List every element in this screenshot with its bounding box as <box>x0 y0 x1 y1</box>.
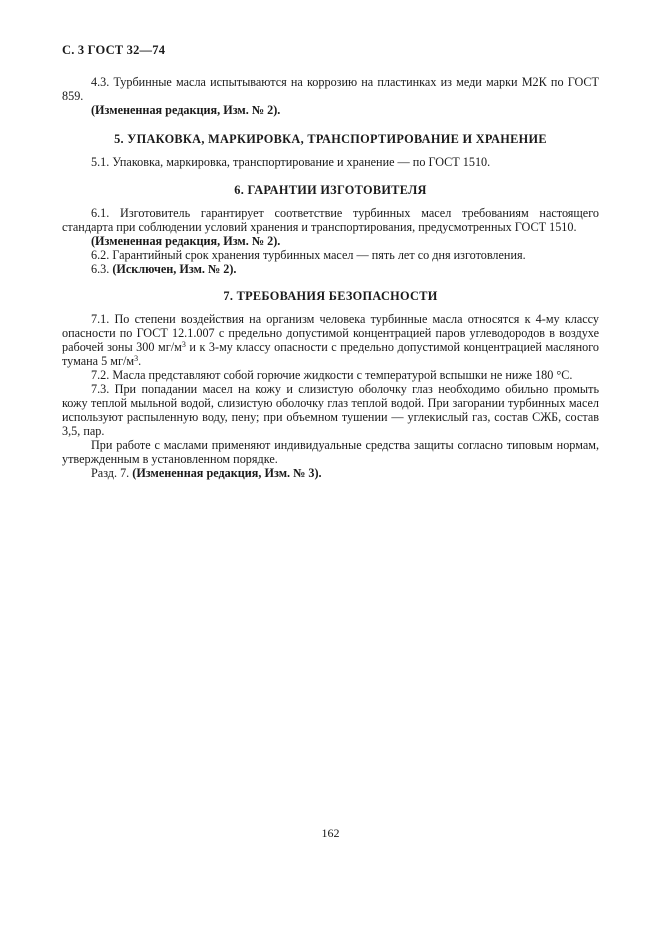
clause-7-1-text-b: и к 3-му классу опасности с предельно допустимой концентрацией масляного тумана 5 мг/м <box>62 340 599 368</box>
clause-6-3 <box>62 262 599 276</box>
section-7-heading: 7. ТРЕБОВАНИЯ БЕЗОПАСНОСТИ <box>223 289 438 303</box>
clause-7-2: 7.2. Масла представляют собой горючие жидкости с температурой вспышки не ниже 180 °С. <box>91 368 573 382</box>
section-5-heading: 5. УПАКОВКА, МАРКИРОВКА, ТРАНСПОРТИРОВАНИЕ И ХРАНЕНИЕ <box>114 132 547 146</box>
clause-4-3: 4.3. Турбинные масла испытываются на коррозию на пластинках из меди марки М2К по ГОСТ 859. <box>62 75 599 103</box>
amendment-prefix: Разд. 7. <box>91 466 130 480</box>
page-number: 162 <box>321 826 340 840</box>
clause-number: 6.3. <box>91 262 110 276</box>
amendment-note: (Измененная редакция, Изм. № 2). <box>91 103 281 117</box>
section-7-amendment <box>62 466 599 480</box>
clause-7-1-text-c: . <box>138 354 142 368</box>
clause-6-1: 6.1. Изготовитель гарантирует соответствие турбинных масел требованиям настоящего стандарта при соблюдении условий хранения и транспортирования, предусмотренных ГОСТ 1510. <box>62 206 599 234</box>
clause-7-3: 7.3. При попадании масел на кожу и слизистую оболочку глаз необходимо обильно промыть кожу теплой мыльной водой, слизистую оболочку глаз теплой водой. При загорании турбинных масел используют распыленную воду, пену; при объемном тушении — углекислый газ, состав СЖБ, состав 3,5, пар. <box>62 382 599 438</box>
page-header: С. 3 ГОСТ 32—74 <box>62 43 166 57</box>
clause-6-2: 6.2. Гарантийный срок хранения турбинных масел — пять лет со дня изготовления. <box>91 248 526 262</box>
superscript: 3 <box>181 340 186 349</box>
clause-7-1 <box>62 312 599 368</box>
superscript: 3 <box>134 354 139 363</box>
amendment-note: (Исключен, Изм. № 2). <box>112 262 237 276</box>
clause-7-1-text-a: 7.1. По степени воздействия на организм человека турбинные масла относятся к 4-му классу опасности по ГОСТ 12.1.007 с предельно допустимой концентрацией паров углеводородов в воздухе рабочей зоны 300 мг/м <box>62 312 599 354</box>
section-6-heading: 6. ГАРАНТИИ ИЗГОТОВИТЕЛЯ <box>234 183 427 197</box>
clause-7-4: При работе с маслами применяют индивидуальные средства защиты согласно типовым нормам, утвержденным в установленном порядке. <box>62 438 599 466</box>
amendment-note: (Измененная редакция, Изм. № 2). <box>91 234 281 248</box>
document-body <box>62 75 599 480</box>
amendment-note: (Измененная редакция, Изм. № 3). <box>132 466 322 480</box>
clause-5-1: 5.1. Упаковка, маркировка, транспортирование и хранение — по ГОСТ 1510. <box>91 155 491 169</box>
